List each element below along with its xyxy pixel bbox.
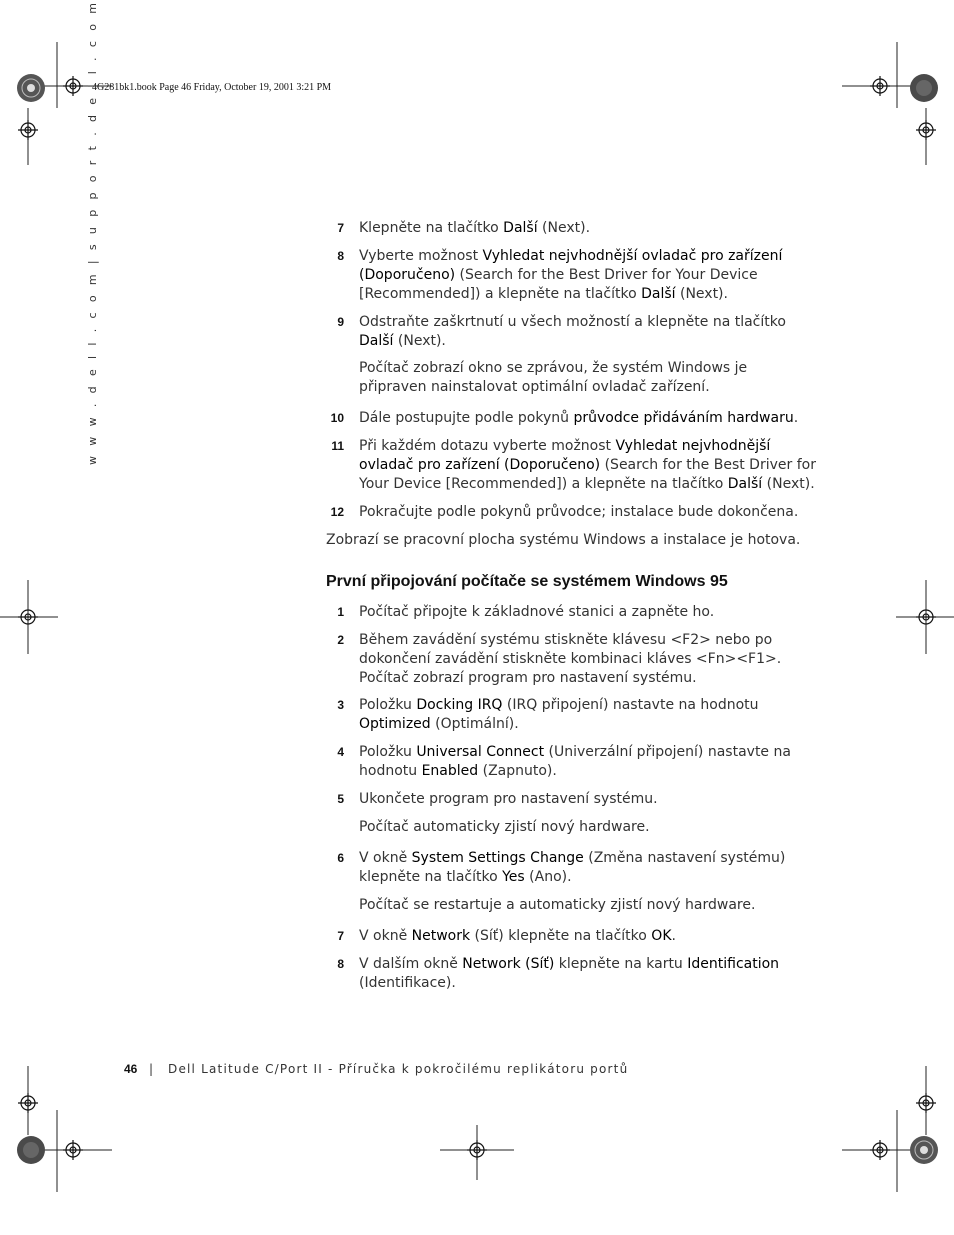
step-number: 7 xyxy=(337,929,344,943)
step-number: 5 xyxy=(337,792,344,806)
step-number: 6 xyxy=(337,851,344,865)
step-number: 3 xyxy=(337,698,344,712)
step-number: 11 xyxy=(331,439,344,453)
step-number: 7 xyxy=(337,221,344,235)
step-number: 9 xyxy=(337,315,344,329)
step-number: 2 xyxy=(337,633,344,647)
page-number: 46 xyxy=(124,1062,138,1076)
print-slug: 4G281bk1.book Page 46 Friday, October 19, 2001 3:21 PM xyxy=(92,82,332,93)
step-note: Počítač zobrazí okno se zprávou, že systém Windows je připraven nainstalovat optimální ovladač zařízení. xyxy=(359,360,748,395)
section-heading: První připojování počítače se systémem Windows 95 xyxy=(326,573,728,590)
footer-title: Dell Latitude C/Port II - Příručka k pokročilému replikátoru portů xyxy=(168,1062,629,1076)
step-number: 1 xyxy=(337,605,344,619)
step-note: Počítač se restartuje a automaticky zjistí nový hardware. xyxy=(359,897,756,913)
step-note: Počítač automaticky zjistí nový hardware. xyxy=(359,819,650,835)
side-website-url xyxy=(86,0,106,465)
step-number: 12 xyxy=(330,505,344,519)
step-number: 8 xyxy=(337,957,344,971)
step-number: 8 xyxy=(337,249,344,263)
side-website-url-text: w w w . d e l l . c o m | s u p p o r t . d e l l . c o m xyxy=(86,0,99,465)
footer-separator: | xyxy=(149,1062,154,1076)
step-number: 10 xyxy=(330,411,344,425)
step-number: 4 xyxy=(337,745,344,759)
summary-text: Zobrazí se pracovní plocha systému Windows a instalace je hotova. xyxy=(326,532,801,548)
